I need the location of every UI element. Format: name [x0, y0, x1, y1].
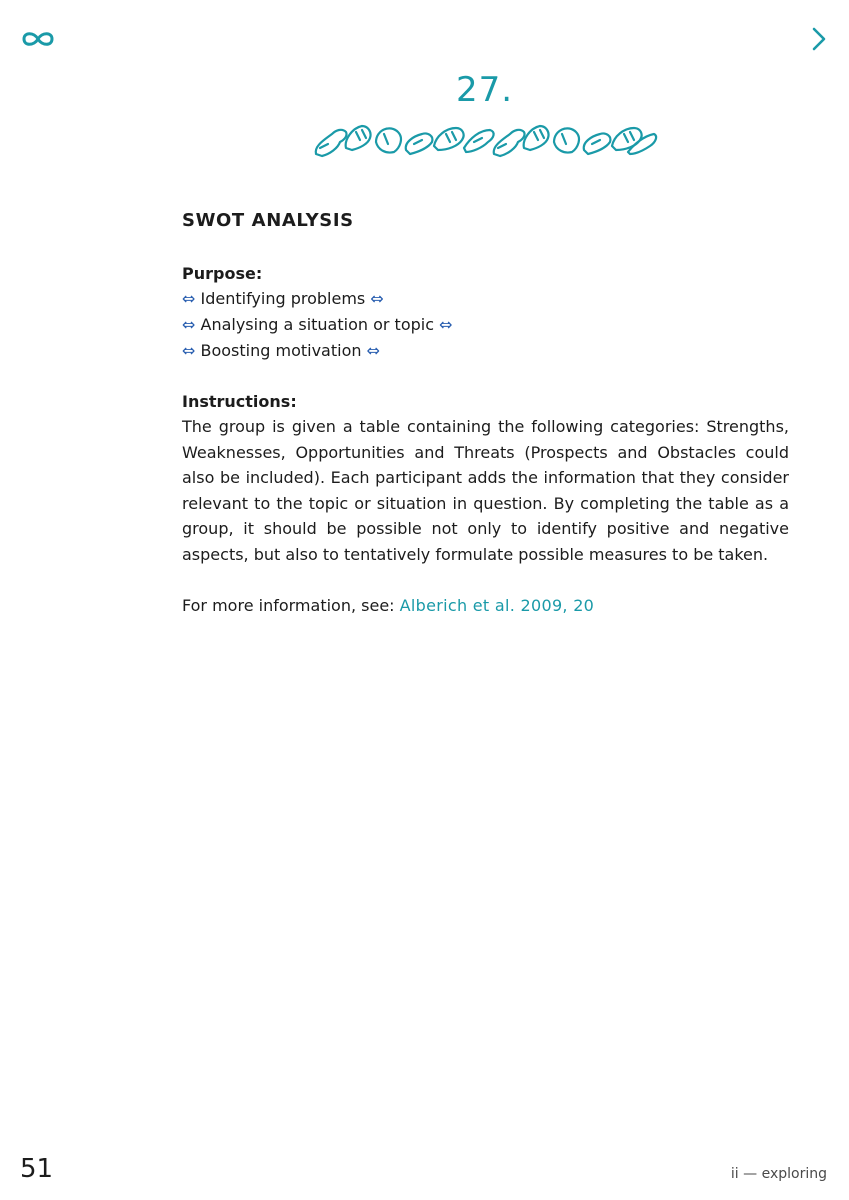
infinity-icon[interactable]	[20, 28, 56, 50]
list-item	[182, 312, 789, 338]
purpose-item-text: Identifying problems	[200, 289, 366, 308]
double-arrow-icon: ⇔	[366, 341, 381, 360]
more-info-prefix: For more information, see:	[182, 595, 400, 615]
instructions-label: Instructions:	[182, 392, 297, 411]
purpose-list	[182, 286, 789, 364]
double-arrow-icon: ⇔	[370, 289, 384, 308]
double-arrow-icon: ⇔	[439, 315, 453, 334]
more-info-line	[182, 593, 789, 618]
reference-link[interactable]: Alberich et al. 2009, 20	[399, 595, 595, 615]
purpose-item-text: Boosting motivation	[200, 341, 362, 360]
instructions-text: The group is given a table containing the following categories: Strengths, Weaknesses, Opportunities and Threats (Prospects and Obstacles could also be included). Each participant adds the information that they consider relevant to the topic or situation in question. By completing the table as a group, it should be possible not only to identify positive and negative aspects, but also to tentatively formulate possible measures to be taken.	[182, 417, 789, 564]
chapter-number: 27.	[455, 70, 514, 110]
list-item	[182, 338, 789, 364]
section-title: SWOT ANALYSIS	[182, 210, 354, 231]
purpose-label: Purpose:	[182, 264, 263, 283]
activity-content	[182, 210, 789, 618]
double-arrow-icon: ⇔	[182, 341, 196, 360]
double-arrow-icon: ⇔	[182, 289, 196, 308]
page-number: 51	[20, 1154, 54, 1184]
instructions-block	[182, 389, 789, 568]
purpose-item-text: Analysing a situation or topic	[200, 315, 435, 334]
purpose-block	[182, 261, 789, 364]
chevron-right-icon[interactable]	[811, 26, 827, 52]
decorative-hands-ornament-icon	[310, 118, 660, 160]
list-item	[182, 286, 789, 312]
running-footer: ii — exploring	[730, 1166, 827, 1182]
double-arrow-icon: ⇔	[182, 315, 196, 334]
